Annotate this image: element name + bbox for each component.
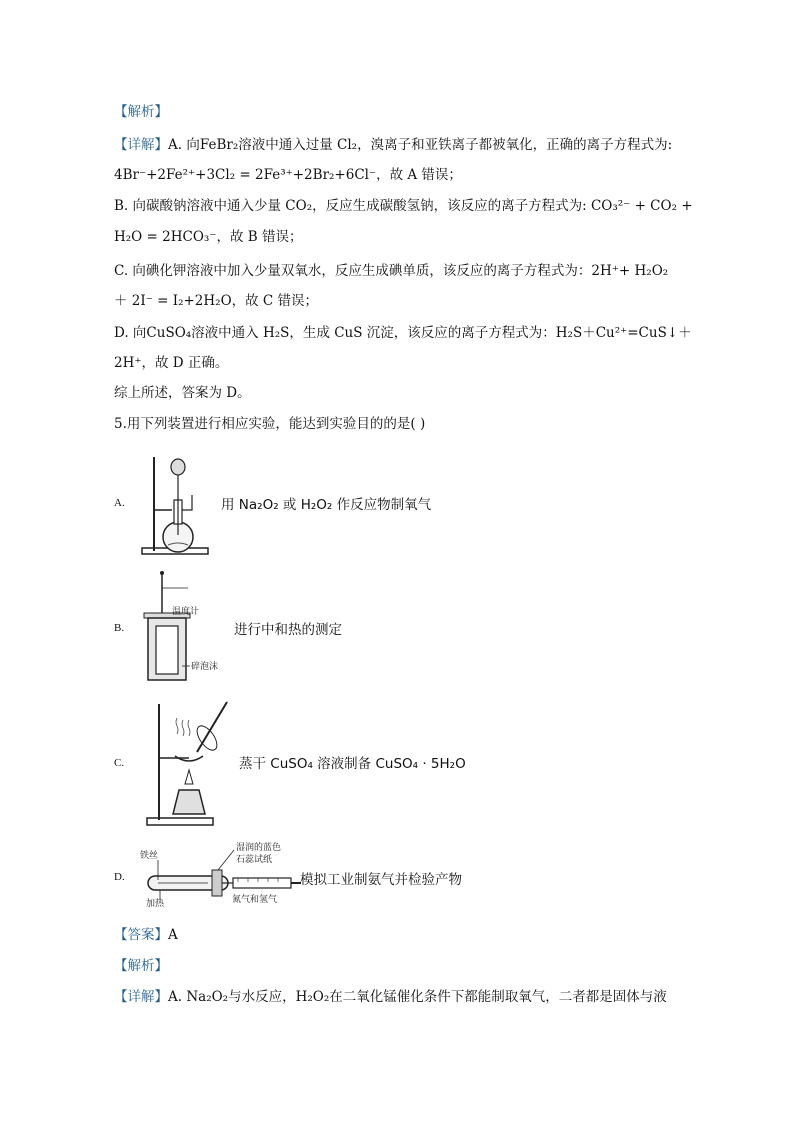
label-n2-h2: 氮气和氢气 [232,895,278,905]
label-heating: 加热 [146,899,165,909]
label-blue-litmus-2: 石蕊试纸 [236,855,273,865]
apparatus-c-diagram [145,700,235,830]
detail2-line-a1 [114,988,667,1006]
option-a-caption: 用 Na₂O₂ 或 H₂O₂ 作反应物制氧气 [221,497,432,513]
detail-line-b2: H₂O = 2HCO₃⁻，故 B 错误； [114,229,303,245]
detail-line-d2: 2H⁺，故 D 正确。 [114,355,229,371]
option-b-letter: B. [114,622,125,634]
detail-line-c2: ＋ 2I⁻ = I₂+2H₂O，故 C 错误； [114,293,319,309]
detail-a1-text: A. 向FeBr₂溶液中通入过量 Cl₂，溴离子和亚铁离子都被氧化，正确的离子方程式为: [168,137,673,153]
option-d-letter: D. [114,871,125,883]
answer-value: A [168,927,178,943]
option-a-letter: A. [114,497,125,509]
summary-line: 综上所述，答案为 D。 [114,385,251,401]
label-foam: 碎泡沫 [191,662,219,672]
detail-line-d1: D. 向CuSO₄溶液中通入 H₂S，生成 CuS 沉淀，该反应的离子方程式为：H₂S＋Cu²⁺=CuS↓＋ [114,325,692,341]
label-iron-wire: 铁丝 [140,851,159,861]
answer-tag: 【答案】 [114,927,168,943]
detail2-a1-text: A. Na₂O₂与水反应，H₂O₂在二氧化锰催化条件下都能制取氧气，二者都是固体与液 [168,989,667,1005]
option-c-letter: C. [114,757,125,769]
apparatus-d-diagram [138,840,308,910]
label-blue-litmus-1: 湿润的蓝色 [236,843,282,853]
option-b-caption: 进行中和热的测定 [234,622,342,638]
label-thermometer: 温度计 [172,607,200,617]
apparatus-a-diagram [140,455,210,555]
detail-line-a2: 4Br⁻+2Fe²⁺+3Cl₂ = 2Fe³⁺+2Br₂+6Cl⁻，故 A 错误； [114,167,462,183]
option-d-caption: 模拟工业制氨气并检验产物 [300,872,462,888]
detail2-tag: 【详解】 [114,989,168,1005]
analysis-heading: 【解析】 [114,104,168,120]
detail-line-b1: B. 向碳酸钠溶液中通入少量 CO₂，反应生成碳酸氢钠，该反应的离子方程式为: CO₃²⁻ + CO₂ + [114,198,693,214]
detail-tag: 【详解】 [114,137,168,153]
analysis-heading-2: 【解析】 [114,958,168,974]
answer-line [114,926,178,944]
question-stem: 5.用下列装置进行相应实验，能达到实验目的的是( ) [114,416,426,432]
detail-line-a1 [114,136,672,154]
apparatus-b-diagram [140,570,230,685]
option-c-caption: 蒸干 CuSO₄ 溶液制备 CuSO₄ · 5H₂O [239,756,466,772]
detail-line-c1: C. 向碘化钾溶液中加入少量双氧水，反应生成碘单质，该反应的离子方程式为：2H⁺+ H₂O₂ [114,263,669,279]
